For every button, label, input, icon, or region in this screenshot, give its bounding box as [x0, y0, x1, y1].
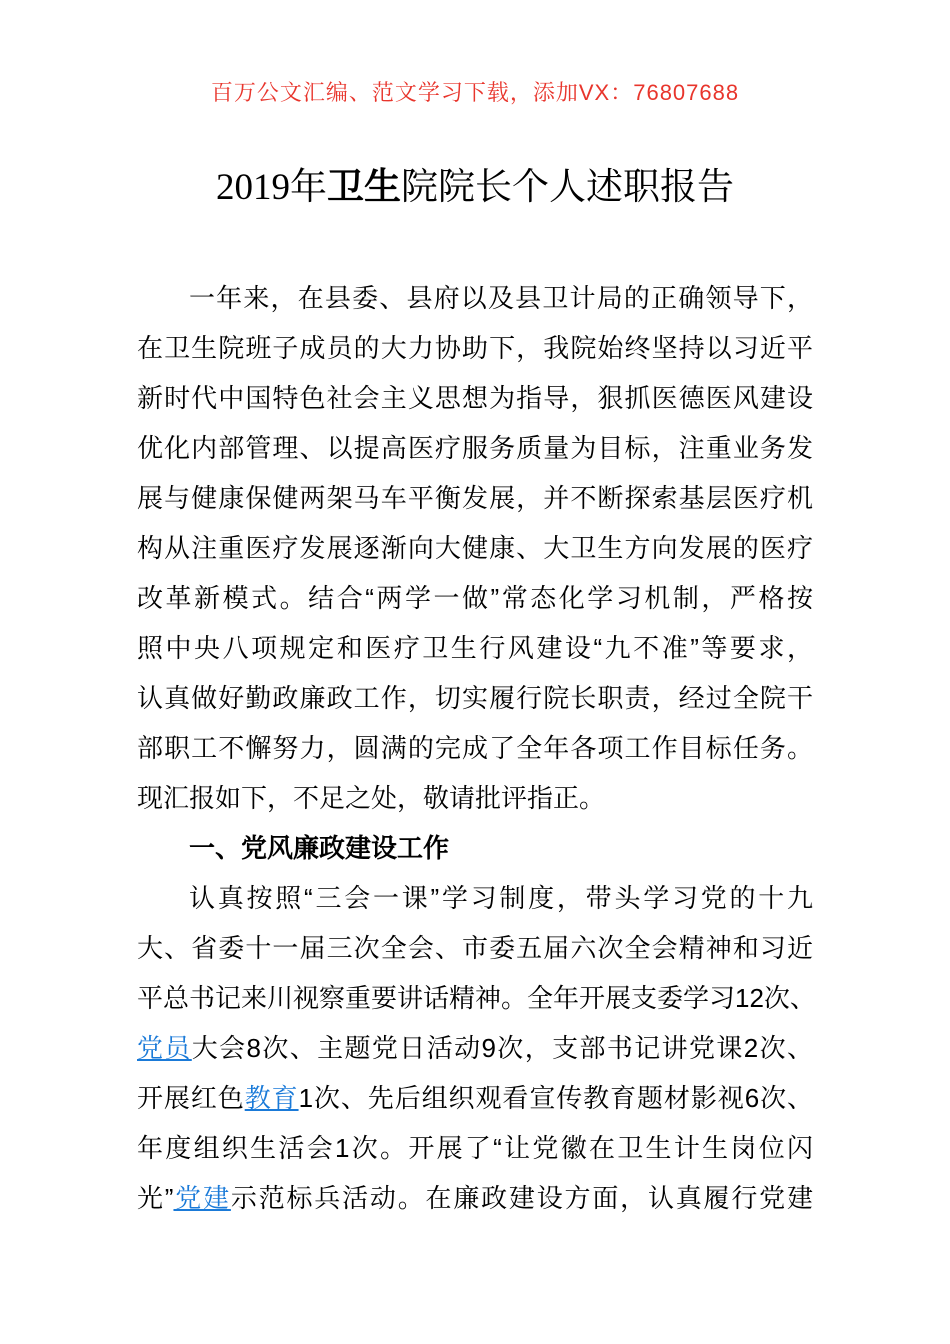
text-line — [137, 723, 813, 773]
text-run: 开展红色 — [137, 1083, 245, 1113]
text-line — [137, 773, 813, 823]
promo-notice-text: 百万公文汇编、范文学习下载，添加VX：76807688 — [210, 80, 740, 105]
text-line — [137, 623, 813, 673]
text-run: 部职工不懈努力，圆满的完成了全年各项工作目标任务。 — [137, 733, 813, 763]
text-line — [137, 573, 813, 623]
text-run: 改革新模式。结合“两学一做”常态化学习机制，严格按 — [137, 583, 813, 613]
document-title — [0, 160, 950, 216]
title-suffix: 院院长个人述职报告 — [401, 167, 734, 208]
text-run: 优化内部管理、以提高医疗服务质量为目标，注重业务发 — [137, 433, 813, 463]
text-line — [137, 473, 813, 523]
text-run: 一年来，在县委、县府以及县卫计局的正确领导下， — [189, 283, 813, 313]
text-run: 大会8次、主题党日活动9次，支部书记讲党课2次、 — [191, 1033, 813, 1063]
promo-notice — [0, 0, 950, 108]
hyperlink[interactable]: 教育 — [244, 1083, 299, 1113]
text-run: 展与健康保健两架马车平衡发展，并不断探索基层医疗机 — [137, 483, 813, 513]
hyperlink[interactable]: 党建 — [173, 1183, 231, 1213]
paragraph-2 — [137, 873, 816, 1223]
text-run: 认真做好勤政廉政工作，切实履行院长职责，经过全院干 — [137, 683, 813, 713]
hyperlink[interactable]: 党员 — [137, 1033, 192, 1063]
text-line — [137, 273, 813, 323]
text-line — [137, 873, 813, 923]
text-run: 平总书记来川视察重要讲话精神。全年开展支委学习12次、 — [137, 983, 816, 1013]
text-line — [137, 923, 813, 973]
text-run: 示范标兵活动。在廉政建设方面，认真履行党建 — [230, 1183, 813, 1213]
text-line — [137, 1023, 813, 1073]
text-line — [137, 1073, 813, 1123]
paragraph-1 — [137, 273, 813, 823]
text-run: 光” — [137, 1183, 174, 1213]
text-line — [137, 323, 813, 373]
text-line — [137, 973, 816, 1023]
document-body — [137, 273, 816, 1223]
text-run: 构从注重医疗发展逐渐向大健康、大卫生方向发展的医疗 — [137, 533, 813, 563]
text-line — [137, 373, 813, 423]
text-line — [137, 673, 813, 723]
text-line — [137, 1123, 813, 1173]
text-run: 1次、先后组织观看宣传教育题材影视6次、 — [298, 1083, 813, 1113]
title-prefix: 2019年 — [216, 167, 327, 208]
text-run: 大、省委十一届三次全会、市委五届六次全会精神和习近 — [137, 933, 813, 963]
text-line — [137, 1173, 813, 1223]
title-bold-segment: 卫生 — [327, 167, 401, 208]
text-run: 新时代中国特色社会主义思想为指导，狠抓医德医风建设 — [137, 383, 813, 413]
text-run: 在卫生院班子成员的大力协助下，我院始终坚持以习近平 — [137, 333, 813, 363]
text-run: 现汇报如下，不足之处，敬请批评指正。 — [137, 783, 606, 813]
text-line — [137, 423, 813, 473]
text-run: 年度组织生活会1次。开展了“让党徽在卫生计生岗位闪 — [137, 1133, 813, 1163]
section-heading-1: 一、党风廉政建设工作 — [189, 833, 450, 863]
text-run: 认真按照“三会一课”学习制度，带头学习党的十九 — [189, 883, 813, 913]
text-line — [137, 523, 813, 573]
text-run: 照中央八项规定和医疗卫生行风建设“九不准”等要求， — [137, 633, 813, 663]
